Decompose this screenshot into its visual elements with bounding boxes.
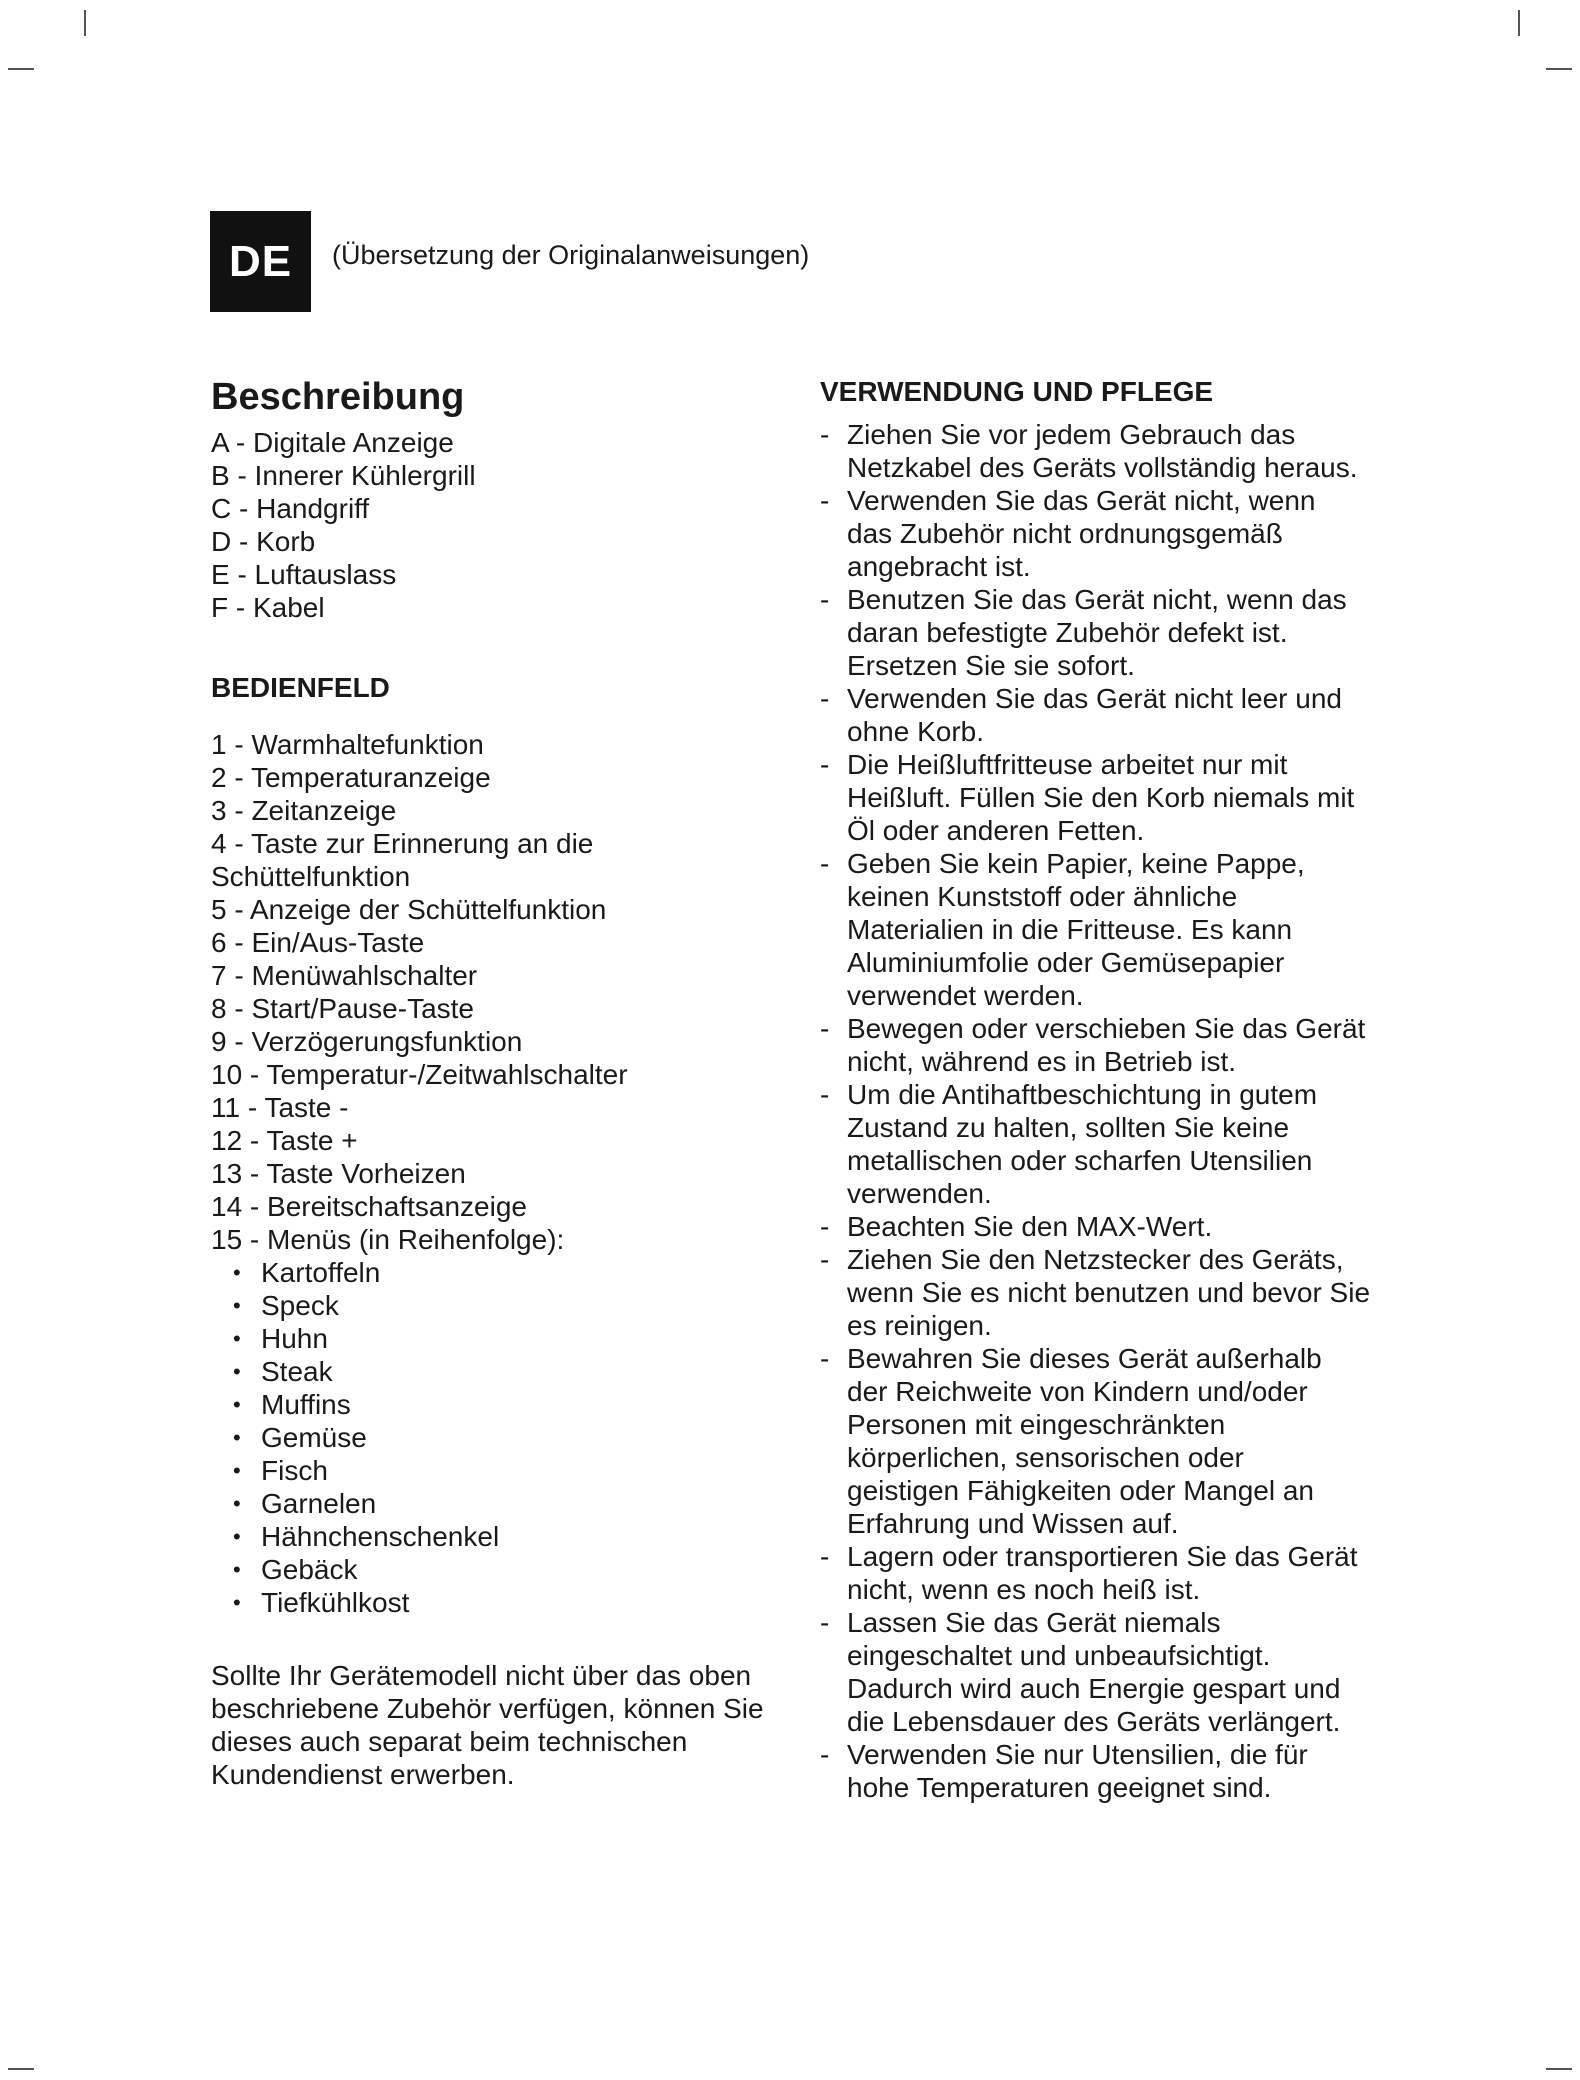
- menu-item: • Garnelen: [233, 1487, 811, 1520]
- use-care-item: - Bewahren Sie dieses Gerät außerhalb der Reichweite von Kindern und/oder Personen mit eingeschränkten körperlichen, sensorischen oder geistigen Fähigkeiten oder Mangel an Erfahrung und Wissen auf.: [820, 1342, 1357, 1540]
- control-item: 4 - Taste zur Erinnerung an die Schüttelfunktion: [211, 828, 594, 892]
- control-item: 15 - Menüs (in Reihenfolge):: [211, 1224, 565, 1255]
- use-care-item: - Bewegen oder verschieben Sie das Gerät nicht, während es in Betrieb ist.: [820, 1012, 1380, 1078]
- description-list: [211, 426, 811, 624]
- right-column: [820, 374, 1380, 1804]
- left-column: [211, 374, 811, 1791]
- menu-item: • Fisch: [233, 1454, 811, 1487]
- control-item: 6 - Ein/Aus-Taste: [211, 927, 425, 958]
- accessory-note: Sollte Ihr Gerätemodell nicht über das oben beschriebene Zubehör verfügen, können Sie dieses auch separat beim technischen Kundendienst erwerben.: [211, 1660, 764, 1790]
- use-care-item: - Um die Antihaftbeschichtung in gutem Zustand zu halten, sollten Sie keine metallischen oder scharfen Utensilien verwenden.: [820, 1078, 1377, 1210]
- menu-item: • Muffins: [233, 1388, 811, 1421]
- control-item: 8 - Start/Pause-Taste: [211, 993, 475, 1024]
- menu-item: • Gemüse: [233, 1421, 811, 1454]
- description-item: C - Handgriff: [211, 493, 370, 524]
- control-panel-list: [211, 728, 811, 1256]
- control-item: 10 - Temperatur-/Zeitwahlschalter: [211, 1059, 628, 1090]
- crop-mark-top-right-horizontal: [1546, 68, 1572, 70]
- translation-note: (Übersetzung der Originalanweisungen): [332, 240, 810, 270]
- use-care-item: - Ziehen Sie den Netzstecker des Geräts, wenn Sie es nicht benutzen und bevor Sie es reinigen.: [820, 1243, 1377, 1342]
- control-item: 1 - Warmhaltefunktion: [211, 729, 484, 760]
- use-care-item: - Benutzen Sie das Gerät nicht, wenn das daran befestigte Zubehör defekt ist. Ersetzen Sie sie sofort.: [820, 583, 1380, 682]
- control-item: 5 - Anzeige der Schüttelfunktion: [211, 894, 607, 925]
- crop-mark-top-left-horizontal: [8, 68, 34, 70]
- language-badge: DE: [210, 211, 311, 312]
- use-care-item: - Verwenden Sie nur Utensilien, die für hohe Temperaturen geeignet sind.: [820, 1738, 1357, 1804]
- use-care-item: - Lassen Sie das Gerät niemals eingeschaltet und unbeaufsichtigt. Dadurch wird auch Energie gespart und die Lebensdauer des Geräts verlängert.: [820, 1606, 1380, 1738]
- use-care-item: - Verwenden Sie das Gerät nicht leer und ohne Korb.: [820, 682, 1380, 748]
- control-item: 2 - Temperaturanzeige: [211, 762, 491, 793]
- menu-item: • Kartoffeln: [233, 1256, 811, 1289]
- menu-item: • Steak: [233, 1355, 811, 1388]
- use-care-list: [820, 418, 1380, 1804]
- description-heading: Beschreibung: [211, 376, 465, 418]
- menu-item: • Huhn: [233, 1322, 811, 1355]
- use-care-item: - Geben Sie kein Papier, keine Pappe, keinen Kunststoff oder ähnliche Materialien in die Fritteuse. Es kann Aluminiumfolie oder Gemüsepapier verwendet werden.: [820, 847, 1347, 1012]
- menu-item: • Hähnchenschenkel: [233, 1520, 811, 1553]
- description-item: D - Korb: [211, 526, 316, 557]
- use-care-item: - Lagern oder transportieren Sie das Gerät nicht, wenn es noch heiß ist.: [820, 1540, 1380, 1606]
- crop-mark-top-right-vertical: [1518, 10, 1520, 36]
- description-item: B - Innerer Kühlergrill: [211, 460, 476, 491]
- crop-mark-bottom-left-horizontal: [8, 2068, 34, 2070]
- menu-item: • Tiefkühlkost: [233, 1586, 811, 1619]
- use-care-item: - Beachten Sie den MAX-Wert.: [820, 1210, 1380, 1243]
- menu-list: [211, 1256, 811, 1619]
- menu-item: • Speck: [233, 1289, 811, 1322]
- use-care-item: - Ziehen Sie vor jedem Gebrauch das Netzkabel des Geräts vollständig heraus.: [820, 418, 1380, 484]
- control-item: 11 - Taste -: [211, 1092, 349, 1123]
- description-item: F - Kabel: [211, 592, 325, 623]
- use-care-item: - Verwenden Sie das Gerät nicht, wenn das Zubehör nicht ordnungsgemäß angebracht ist.: [820, 484, 1347, 583]
- use-care-heading: VERWENDUNG UND PFLEGE: [820, 376, 1214, 407]
- control-item: 14 - Bereitschaftsanzeige: [211, 1191, 527, 1222]
- control-item: 13 - Taste Vorheizen: [211, 1158, 466, 1189]
- crop-mark-top-left-vertical: [84, 10, 86, 36]
- crop-mark-bottom-right-horizontal: [1546, 2068, 1572, 2070]
- use-care-item: - Die Heißluftfritteuse arbeitet nur mit Heißluft. Füllen Sie den Korb niemals mit Öl oder anderen Fetten.: [820, 748, 1380, 847]
- control-panel-heading: BEDIENFELD: [211, 672, 390, 703]
- control-item: 7 - Menüwahlschalter: [211, 960, 478, 991]
- menu-item: • Gebäck: [233, 1553, 811, 1586]
- control-item: 3 - Zeitanzeige: [211, 795, 397, 826]
- control-item: 12 - Taste +: [211, 1125, 358, 1156]
- description-item: E - Luftauslass: [211, 559, 397, 590]
- description-item: A - Digitale Anzeige: [211, 427, 454, 458]
- control-item: 9 - Verzögerungsfunktion: [211, 1026, 523, 1057]
